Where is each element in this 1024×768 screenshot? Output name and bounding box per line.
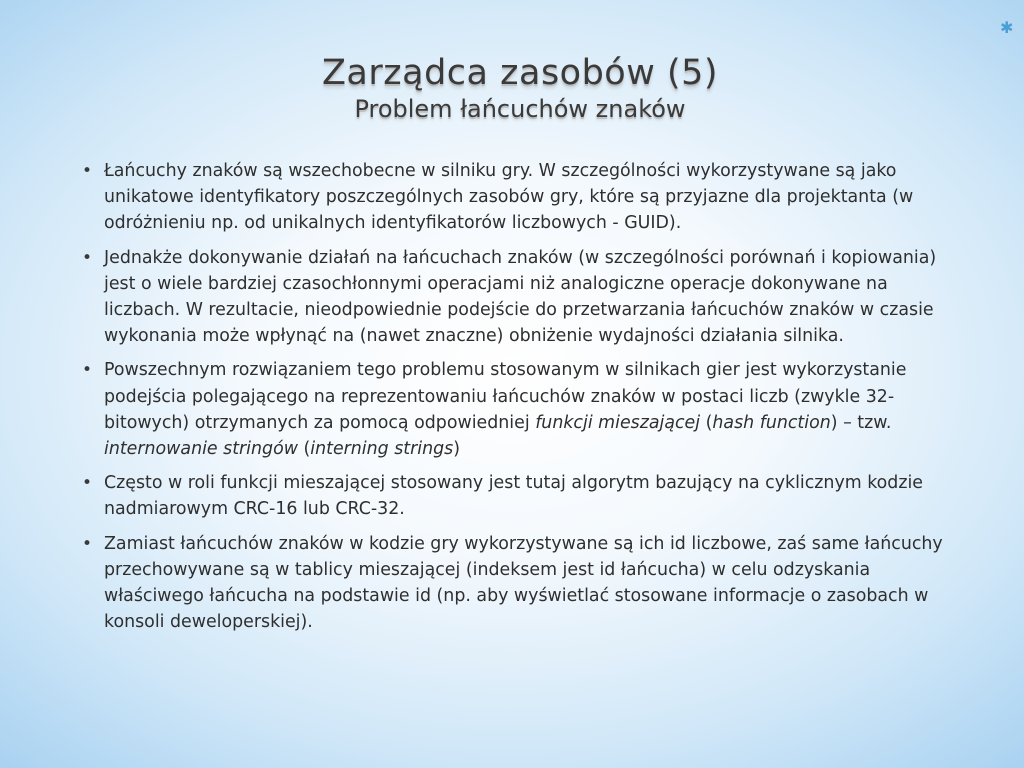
bullet-item-3 [78, 357, 960, 462]
bullet-dot-icon: • [82, 473, 93, 494]
bullet-italic-term: funkcji mieszającej [535, 412, 701, 433]
bullet-text-part: ( [297, 439, 311, 460]
bullet-dot-icon: • [82, 533, 93, 554]
bullet-italic-term: internowanie stringów [104, 439, 298, 460]
bullet-dot-icon: • [82, 360, 93, 381]
star-icon: ✱ [1000, 18, 1014, 37]
bullet-text: Często w roli funkcji mieszającej stosowany jest tutaj algorytm bazujący na cyklicznym kodzie nadmiarowym CRC-16 lub CRC-32. [104, 473, 924, 520]
bullet-text-part: ) – tzw. [830, 412, 892, 433]
bullet-text: Jednakże dokonywanie działań na łańcuchach znaków (w szczególności porównań i kopiowania) jest o wiele bardziej czasochłonnymi operacjami niż analogiczne operacje dokonywane na liczbach. W rezultacie, nieodpowiednie podejście do przetwarzania łańcuchów znaków w czasie wykonania może wpłynąć na (nawet znaczne) obniżenie wydajności działania silnika. [104, 247, 937, 347]
slide-title: Zarządca zasobów (5) [321, 53, 719, 93]
bullet-dot-icon: • [82, 247, 93, 268]
bullet-text-part: Powszechnym rozwiązaniem tego problemu stosowanym w silnikach gier jest wykorzystanie podejścia polegającego na reprezentowaniu łańcuchów znaków w postaci liczb (zwykle 32-bitowych) otrzymanych za pomocą odpowiedniej [104, 360, 907, 433]
bullet-text-part: ( [700, 412, 713, 433]
title-block [260, 52, 780, 124]
bullet-item-5 [78, 531, 960, 636]
bullet-list [78, 158, 960, 643]
bullet-italic-term: interning strings [310, 439, 454, 460]
bullet-text: Zamiast łańcuchów znaków w kodzie gry wykorzystywane są ich id liczbowe, zaś same łańcuchy przechowywane są w tablicy mieszającej (indeksem jest id łańcucha) w celu odzyskania właściwego łańcucha na podstawie id (np. aby wyświetlać stosowane informacje o zasobach w konsoli deweloperskiej). [104, 533, 943, 633]
slide-subtitle: Problem łańcuchów znaków [354, 95, 686, 123]
bullet-item-1 [78, 158, 960, 237]
bullet-dot-icon: • [82, 161, 93, 181]
bullet-text: Łańcuchy znaków są wszechobecne w silniku gry. W szczególności wykorzystywane są jako unikatowe identyfikatory poszczególnych zasobów gry, które są przyjazne dla projektanta (w odróżnieniu np. od unikalnych identyfikatorów liczbowych - GUID). [104, 161, 914, 234]
bullet-text-part: ) [453, 439, 461, 460]
bullet-italic-term: hash function [712, 412, 831, 433]
bullet-item-2 [78, 245, 960, 350]
bullet-item-4 [78, 470, 960, 522]
